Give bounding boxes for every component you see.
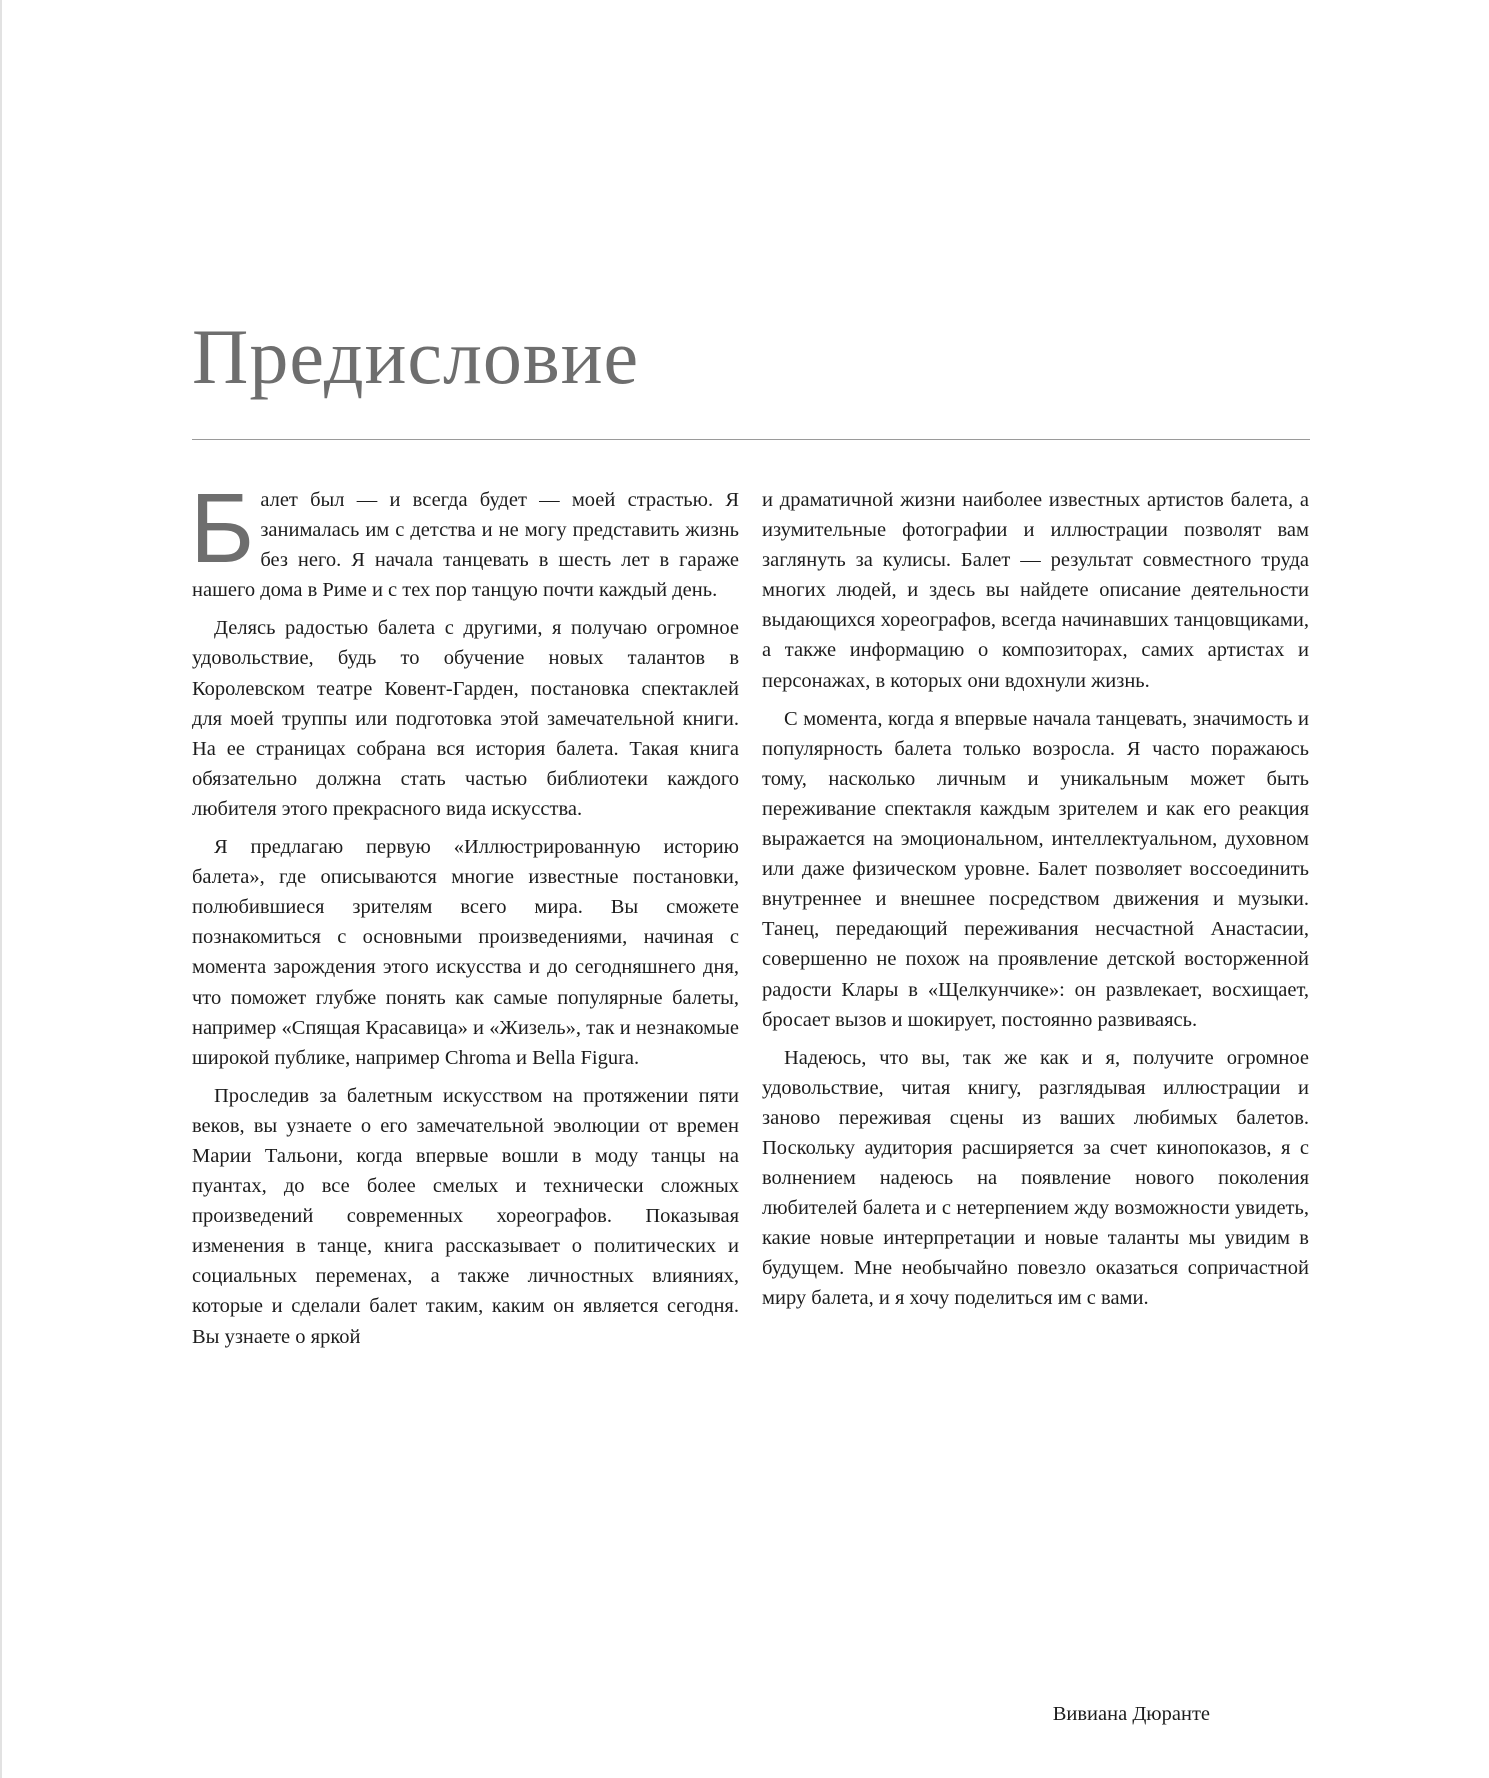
author-signature: Вивиана Дюранте — [1052, 1703, 1210, 1725]
paragraph-3: Я предлагаю первую «Иллюстрированную историю балета», где описываются многие известные постановки, полюбившиеся зрителям всего мира. Вы сможете познакомиться с основными произведениями, начиная с момента зарождения этого искусства и до сегодняшнего дня, что поможет глубже понять как самые популярные балеты, например «Спящая Красавица» и «Жизель», так и незнакомые широкой публике, например Chroma и Bella Figura. — [192, 836, 739, 1069]
paragraph-1 — [190, 473, 739, 605]
paragraph-1-text: алет был — и всегда будет — моей страстью. Я занималась им с детства и не могу представить жизнь без него. Я начала танцевать в шесть лет в гараже нашего дома в Риме и с тех пор танцую почти каждый день. — [192, 489, 739, 602]
paragraph-4: Проследив за балетным искусством на протяжении пяти веков, вы узнаете о его замечательной эволюции от времен Марии Тальони, когда впервые вошли в моду танцы на пуантах, до все более смелых и технически сложных произведений современных хореографов. Показывая изменения в танце, книга рассказывает о политических и социальных переменах, а также личностных влияниях, которые и сделали балет таким, каким он является сегодня. Вы узнаете о яркой — [192, 1084, 739, 1348]
paragraph-2: Делясь радостью балета с другими, я получаю огромное удовольствие, будь то обучение новых талантов в Королевском театре Ковент-Гарден, постановка спектаклей для моей труппы или подготовка этой замечательной книги. На ее страницах собрана вся история балета. Такая книга обязательно должна стать частью библиотеки каждого любителя этого прекрасного вида искусства. — [192, 617, 739, 820]
title-divider — [192, 439, 1310, 440]
right-column — [762, 485, 1309, 1322]
drop-cap: Б — [190, 473, 255, 583]
left-column — [190, 473, 739, 1360]
paragraph-5: С момента, когда я впервые начала танцевать, значимость и популярность балета только возросла. Я часто поражаюсь тому, насколько личным и уникальным может быть переживание спектакля каждым зрителем и как его реакция выражается на эмоциональном, интеллектуальном, духовном или даже физическом уровне. Балет позволяет воссоединить внутреннее и внешнее посредством движения и музыки. Танец, передающий переживания несчастной Анастасии, совершенно не похож на проявление детской восторженной радости Клары в «Щелкунчике»: он развлекает, восхищает, бросает вызов и шокирует, постоянно развиваясь. — [762, 707, 1309, 1031]
page-title: Предисловие — [192, 313, 640, 400]
paragraph-6: Надеюсь, что вы, так же как и я, получите огромное удовольствие, читая книгу, разглядывая иллюстрации и заново переживая сцены из ваших любимых балетов. Поскольку аудитория расширяется за счет кинопоказов, я с волнением надеюсь на появление нового поколения любителей балета и с нетерпением жду возможности увидеть, какие новые интерпретации и новые таланты мы увидим в будущем. Мне необычайно повезло оказаться сопричастной миру балета, и я хочу поделиться им с вами. — [762, 1046, 1309, 1310]
paragraph-4-continued: и драматичной жизни наиболее известных артистов балета, а изумительные фотографии и иллюстрации позволят вам заглянуть за кулисы. Балет — результат совместного труда многих людей, и здесь вы найдете описание деятельности выдающихся хореографов, всегда начинавших танцовщиками, а также информацию о композиторах, самих артистах и персонажах, в которых они вдохнули жизнь. — [762, 489, 1309, 692]
